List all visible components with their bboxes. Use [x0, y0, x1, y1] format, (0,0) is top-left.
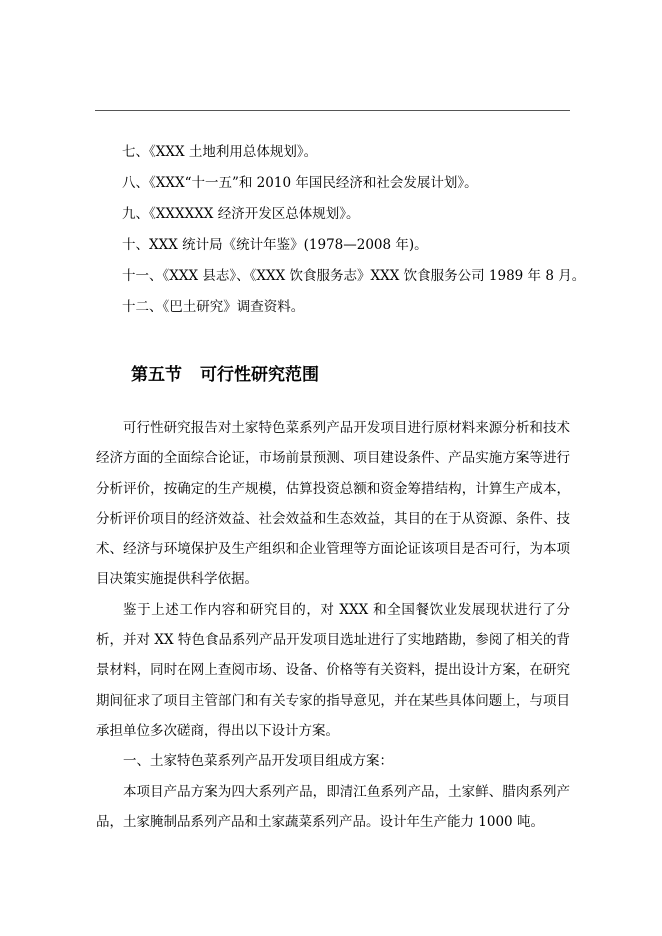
body-paragraph: 可行性研究报告对土家特色菜系列产品开发项目进行原材料来源分析和技术经济方面的全面综合论证，市场前景预测、项目建设条件、产品实施方案等进行分析评价，按确定的生产规模，估算投资总额和资金筹措结构，计算生产成本，分析评价项目的经济效益、社会效益和生态效益，其目的在于从资源、条件、技术、经济与环境保护及生产组织和企业管理等方面论证该项目是否可行，为本项目决策实施提供科学依据。 — [96, 420, 570, 588]
body-paragraph: 本项目产品方案为四大系列产品，即清江鱼系列产品，土家鲜、腊肉系列产品，土家腌制品系列产品和土家蔬菜系列产品。设计年生产能力 1000 吨。 — [96, 783, 570, 830]
reference-item: 八、《XXX“十一五”和 2010 年国民经济和社会发展计划》。 — [122, 175, 478, 191]
reference-item: 七、《XXX 土地利用总体规划》。 — [122, 144, 318, 160]
header-rule — [95, 110, 570, 111]
section-title: 可行性研究范围 — [200, 365, 319, 385]
section-number: 第五节 — [131, 365, 182, 385]
section-body — [96, 413, 570, 837]
reference-item: 九、《XXXXXX 经济开发区总体规划》。 — [122, 206, 360, 222]
body-paragraph: 一、土家特色菜系列产品开发项目组成方案： — [123, 753, 393, 770]
reference-item: 十二、《巴土研究》调查资料。 — [122, 299, 305, 315]
reference-item: 十、XXX 统计局《统计年鉴》(1978—2008 年)。 — [122, 237, 428, 253]
section-heading — [131, 364, 319, 386]
reference-item: 十一、《XXX 县志》、《XXX 饮食服务志》XXX 饮食服务公司 1989 年 8 月。 — [122, 268, 586, 284]
body-paragraph: 鉴于上述工作内容和研究目的，对 XXX 和全国餐饮业发展现状进行了分析，并对 XX 特色食品系列产品开发项目选址进行了实地踏勘，参阅了相关的背景材料，同时在网上查阅市场、设备、价格等有关资料，提出设计方案，在研究期间征求了项目主管部门和有关专家的指导意见，并在某些具体问题上，与项目承担单位多次磋商，得出以下设计方案。 — [96, 601, 570, 739]
reference-list — [122, 137, 586, 323]
